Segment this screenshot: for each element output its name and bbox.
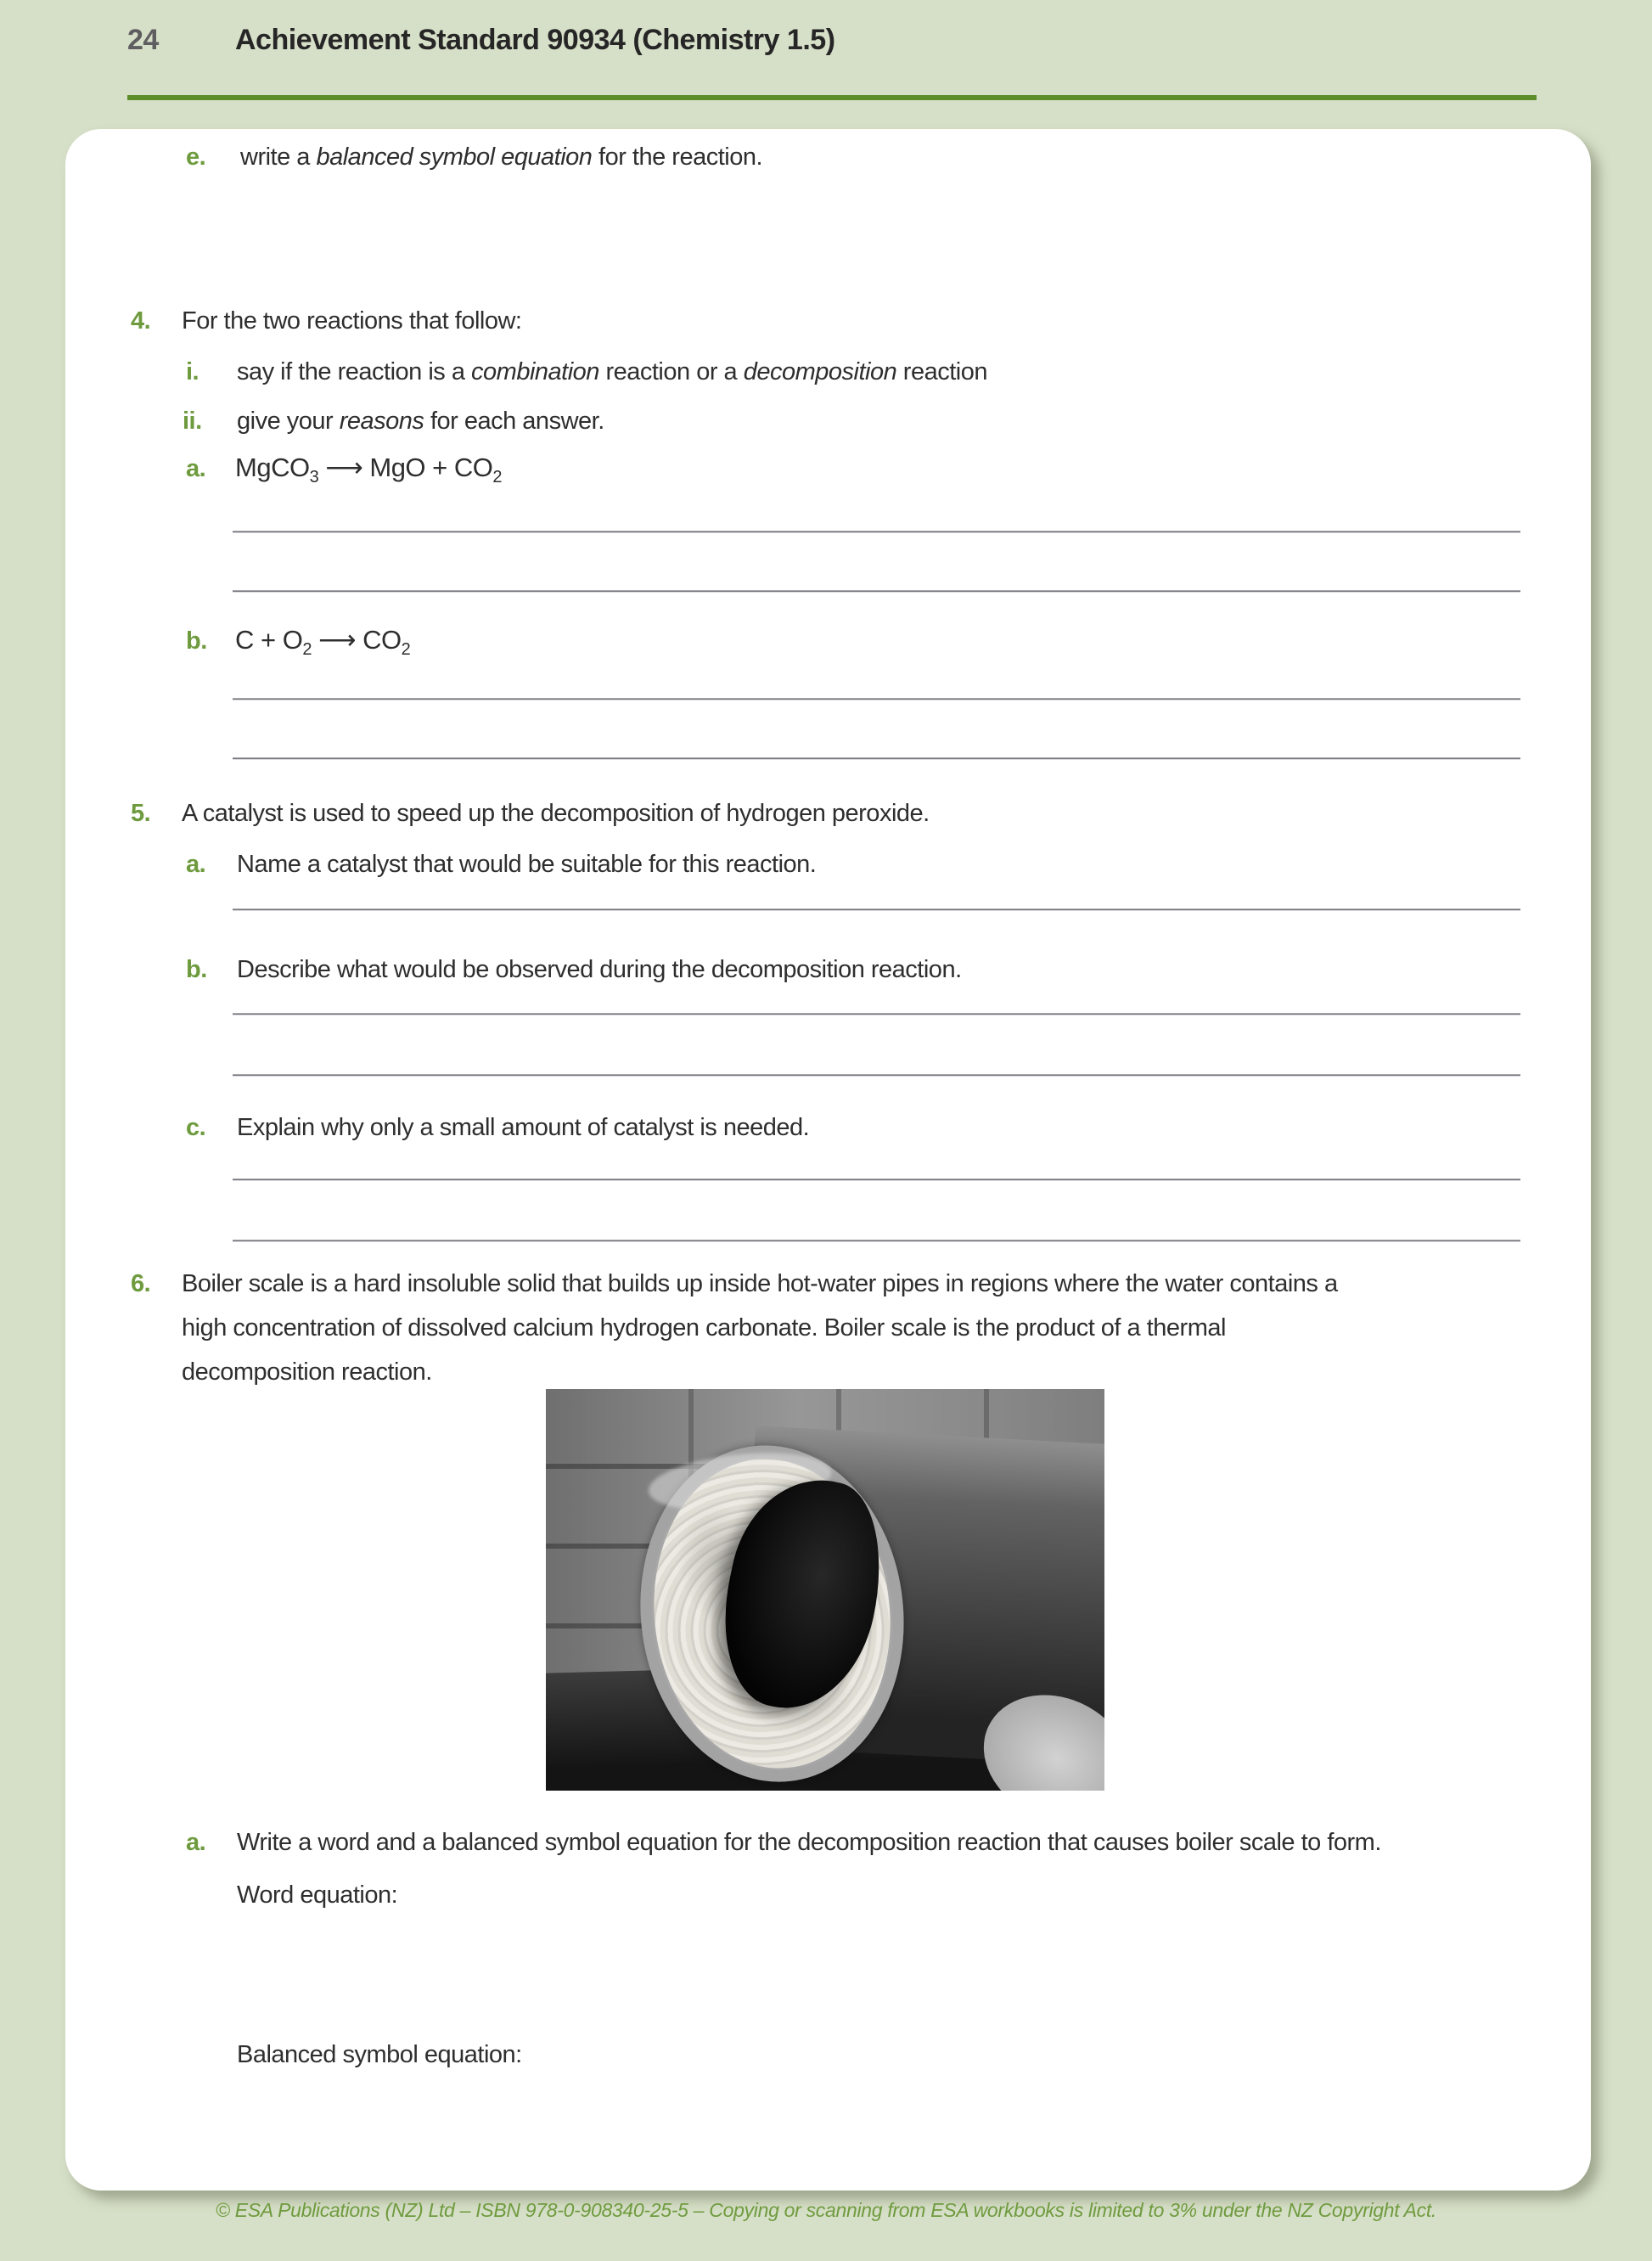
answer-line — [233, 590, 1520, 593]
q4-i-post: reaction — [896, 358, 987, 385]
q4-b-eq-t2: ⟶ CO — [311, 625, 402, 655]
boiler-scale-pipe-photo — [546, 1389, 1104, 1791]
word-equation-label: Word equation: — [237, 1881, 398, 1909]
q4-i-mid: reaction or a — [598, 358, 744, 385]
q4-a-equation — [235, 450, 502, 495]
q5-intro: A catalyst is used to speed up the decomposition of hydrogen peroxide. — [182, 800, 930, 827]
q4-a-eq-s1: 3 — [309, 468, 319, 487]
q4-intro: For the two reactions that follow: — [182, 307, 522, 335]
answer-line — [233, 1074, 1520, 1077]
q4-i-italic1: combination — [471, 358, 599, 385]
q5-b-text: Describe what would be observed during the decomposition reaction. — [237, 956, 962, 983]
answer-line — [233, 908, 1520, 911]
answer-line — [233, 1013, 1520, 1015]
item-e-text-italic: balanced symbol equation — [316, 143, 593, 171]
q4-i-label: i. — [186, 358, 199, 385]
item-e-text-post: for the reaction. — [592, 143, 763, 171]
q4-ii-italic: reasons — [339, 408, 424, 435]
q6-number: 6. — [131, 1270, 151, 1297]
q4-i-italic2: decomposition — [743, 358, 897, 385]
q4-a-label: a. — [186, 455, 206, 482]
answer-line — [233, 698, 1520, 700]
q4-ii-post: for each answer. — [424, 408, 604, 435]
q4-b-eq-s2: 2 — [401, 640, 411, 659]
q4-b-label: b. — [186, 627, 207, 655]
q6-intro: Boiler scale is a hard insoluble solid that builds up inside hot-water pipes in regions where the water contains a high concentration of dissolved calcium hydrogen carbonate. Boiler scale is the product of a thermal decomposition reaction. — [182, 1270, 1338, 1386]
q5-number: 5. — [131, 800, 151, 827]
page-number: 24 — [127, 24, 159, 56]
q4-i-pre: say if the reaction is a — [237, 358, 472, 385]
q4-number: 4. — [131, 307, 151, 335]
q4-a-eq-t1: MgCO — [235, 453, 310, 482]
page-title: Achievement Standard 90934 (Chemistry 1.5) — [235, 24, 835, 56]
header-rule — [127, 95, 1537, 100]
answer-line — [233, 531, 1520, 533]
q6-a-text: Write a word and a balanced symbol equation for the decomposition reaction that causes boiler scale to form. — [237, 1829, 1381, 1856]
q5-a-label: a. — [186, 851, 206, 878]
q5-c-label: c. — [186, 1114, 206, 1141]
q4-ii-label: ii. — [183, 408, 202, 435]
answer-line — [233, 1178, 1520, 1181]
q4-b-eq-s1: 2 — [302, 640, 312, 659]
q6-a-label: a. — [186, 1829, 206, 1856]
q5-c-text: Explain why only a small amount of catalyst is needed. — [237, 1114, 810, 1141]
q5-a-text: Name a catalyst that would be suitable for this reaction. — [237, 851, 817, 878]
answer-line — [233, 1240, 1520, 1242]
footer-copyright: © ESA Publications (NZ) Ltd – ISBN 978-0-908340-25-5 – Copying or scanning from ESA workbooks is limited to 3% under the NZ Copyright Act. — [215, 2199, 1436, 2221]
item-e-text-pre: write a — [240, 143, 317, 171]
content-card — [65, 129, 1591, 2191]
answer-line — [233, 757, 1520, 760]
balanced-equation-label: Balanced symbol equation: — [237, 2041, 522, 2068]
q4-i-text — [237, 355, 987, 389]
q4-ii-text — [237, 404, 604, 438]
q4-a-eq-s2: 2 — [492, 468, 503, 487]
item-e-text — [240, 140, 762, 174]
q4-a-eq-t2: ⟶ MgO + CO — [318, 453, 493, 482]
q4-ii-pre: give your — [237, 408, 340, 435]
item-e-label: e. — [186, 143, 206, 171]
q5-b-label: b. — [186, 956, 207, 983]
q4-b-equation — [235, 622, 410, 667]
q4-b-eq-t1: C + O — [235, 625, 303, 655]
